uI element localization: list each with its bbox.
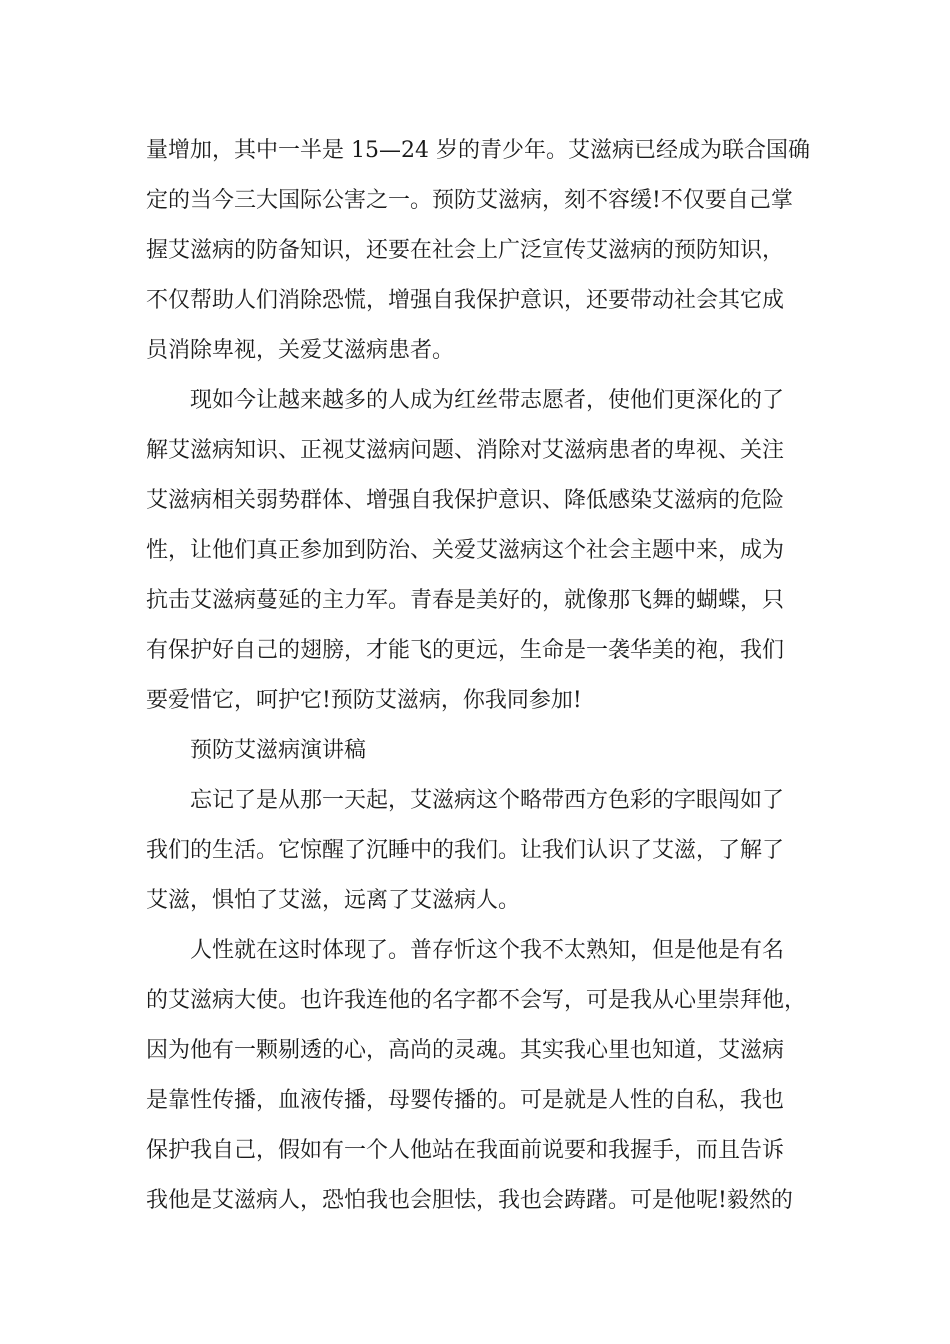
text-line: 不仅帮助人们消除恐慌，增强自我保护意识，还要带动社会其它成 [146, 288, 785, 313]
text-line: 我们的生活。它惊醒了沉睡中的我们。让我们认识了艾滋，了解了 [146, 838, 785, 863]
text-line: 艾滋病相关弱势群体、增强自我保护意识、降低感染艾滋病的危险 [146, 488, 785, 513]
text-line: 艾滋，惧怕了艾滋，远离了艾滋病人。 [146, 888, 521, 913]
section-title: 预防艾滋病演讲稿 [190, 738, 367, 763]
text-line: 现如今让越来越多的人成为红丝带志愿者，使他们更深化的了 [190, 388, 785, 413]
text-line: 我他是艾滋病人，恐怕我也会胆怯，我也会踌躇。可是他呢!毅然的 [146, 1188, 793, 1213]
text-line: 握艾滋病的防备知识，还要在社会上广泛宣传艾滋病的预防知识， [146, 238, 785, 263]
text-line: 保护我自己，假如有一个人他站在我面前说要和我握手，而且告诉 [146, 1138, 785, 1163]
text-line: 量增加，其中一半是 15—24 岁的青少年。艾滋病已经成为联合国确 [146, 138, 810, 163]
text-line: 忘记了是从那一天起，艾滋病这个略带西方色彩的字眼闯如了 [190, 788, 785, 813]
text-line: 是靠性传播，血液传播，母婴传播的。可是就是人性的自私，我也 [146, 1088, 785, 1113]
text-line: 性，让他们真正参加到防治、关爱艾滋病这个社会主题中来，成为 [146, 538, 785, 563]
text-line: 人性就在这时体现了。普存忻这个我不太熟知，但是他是有名 [190, 938, 785, 963]
text-line: 解艾滋病知识、正视艾滋病问题、消除对艾滋病患者的卑视、关注 [146, 438, 785, 463]
text-line: 员消除卑视，关爱艾滋病患者。 [146, 338, 455, 363]
text-line: 抗击艾滋病蔓延的主力军。青春是美好的，就像那飞舞的蝴蝶，只 [146, 588, 785, 613]
text-line: 有保护好自己的翅膀，才能飞的更远，生命是一袭华美的袍，我们 [146, 638, 785, 663]
text-line: 定的当今三大国际公害之一。预防艾滋病，刻不容缓!不仅要自己掌 [146, 188, 793, 213]
text-line: 要爱惜它，呵护它!预防艾滋病，你我同参加! [146, 688, 582, 713]
text-line: 的艾滋病大使。也许我连他的名字都不会写，可是我从心里崇拜他， [146, 988, 807, 1013]
text-line: 因为他有一颗剔透的心，高尚的灵魂。其实我心里也知道，艾滋病 [146, 1038, 785, 1063]
